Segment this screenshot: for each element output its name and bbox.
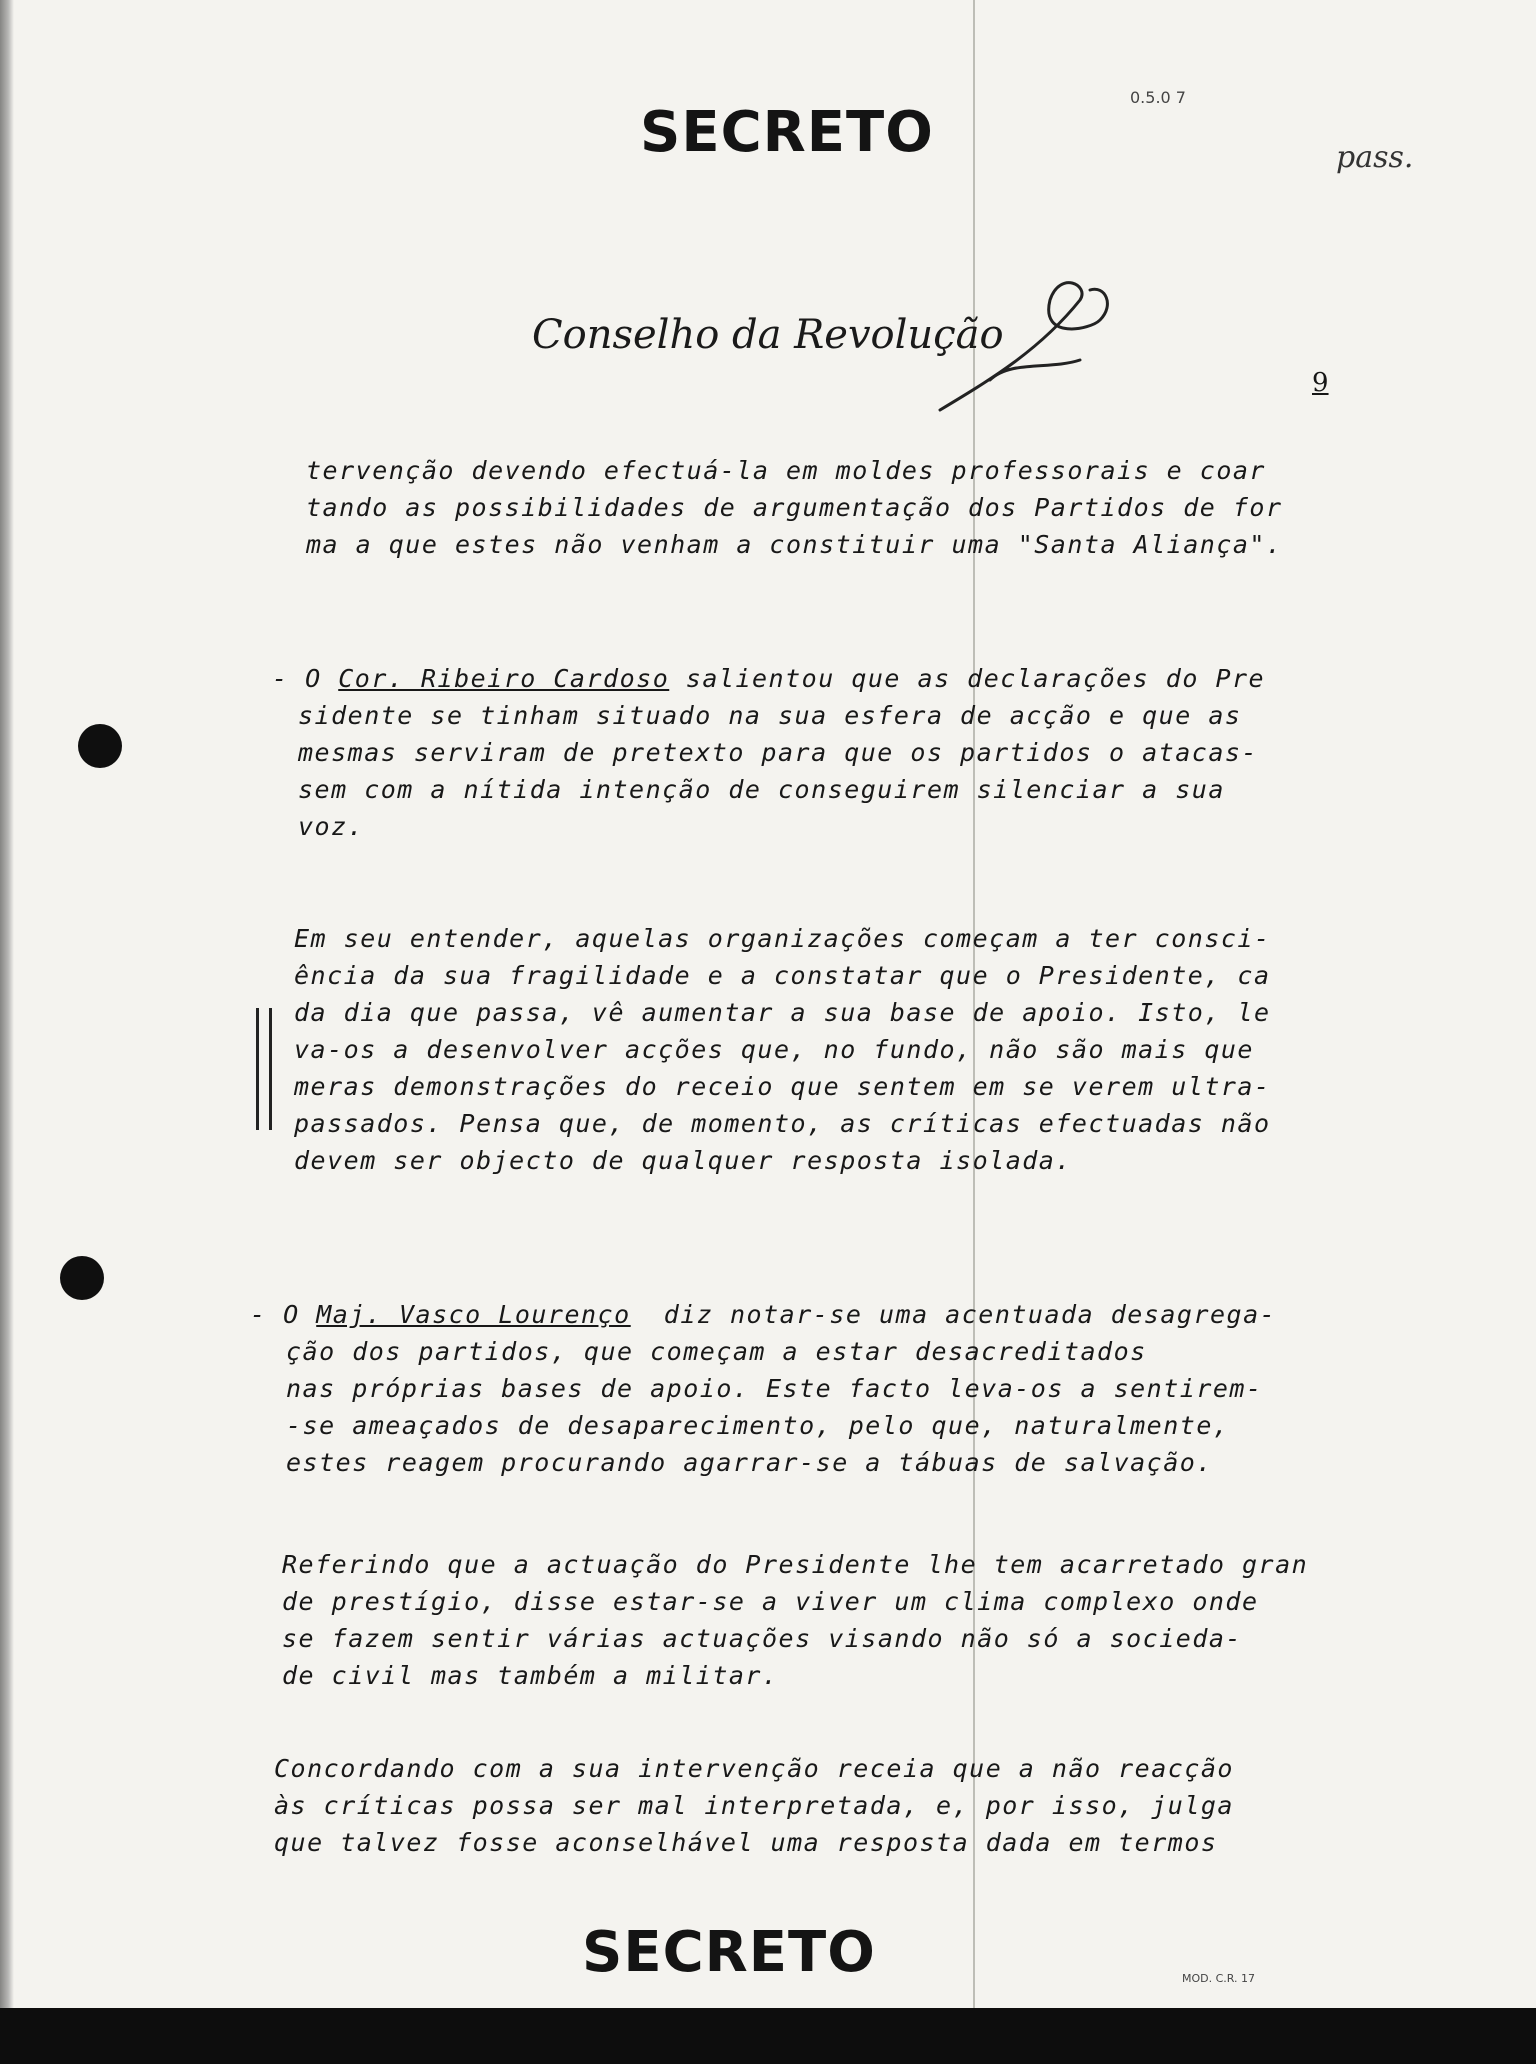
text-line <box>272 660 1312 697</box>
item-dash: - O <box>250 1300 317 1329</box>
text-line: meras demonstrações do receio que sentem em se verem ultra- <box>294 1072 1271 1101</box>
page-number: 9 <box>1312 368 1329 398</box>
text-span: salientou que as declarações do Pre <box>669 664 1266 693</box>
text-line: Em seu entender, aquelas organizações começam a ter consci- <box>294 924 1271 953</box>
text-line: sem com a nítida intenção de conseguirem silenciar a sua <box>298 775 1225 804</box>
text-line: sidente se tinham situado na sua esfera de acção e que as <box>298 701 1242 730</box>
text-line: estes reagem procurando agarrar-se a tábuas de salvação. <box>286 1448 1213 1477</box>
text-line: Concordando com a sua intervenção receia que a não reacção <box>274 1754 1234 1783</box>
text-line: tando as possibilidades de argumentação dos Partidos de for <box>306 493 1283 522</box>
speaker-name: Cor. Ribeiro Cardoso <box>338 664 670 693</box>
letterhead-title: Conselho da Revolução <box>532 312 1004 358</box>
text-line: ência da sua fragilidade e a constatar que o Presidente, ca <box>294 961 1271 990</box>
text-line: voz. <box>298 812 365 841</box>
scan-bottom-edge <box>0 2008 1536 2064</box>
paragraph-vasco-lourenco <box>250 1296 1290 1481</box>
punch-hole-lower <box>60 1256 104 1300</box>
paragraph-continuation <box>306 452 1346 563</box>
text-line: mesmas serviram de pretexto para que os partidos o atacas- <box>298 738 1258 767</box>
text-line: ma a que estes não venham a constituir uma "Santa Aliança". <box>306 530 1283 559</box>
secret-stamp-top: SECRETO <box>640 100 934 165</box>
text-line: de civil mas também a militar. <box>282 1661 779 1690</box>
text-line: de prestígio, disse estar-se a viver um clima complexo onde <box>282 1587 1259 1616</box>
secret-stamp-bottom: SECRETO <box>582 1920 876 1985</box>
paragraph-organizacoes <box>294 920 1334 1179</box>
text-span: diz notar-se uma acentuada desagrega- <box>630 1300 1277 1329</box>
paragraph-concordando <box>274 1750 1314 1861</box>
text-line <box>250 1296 1290 1333</box>
speaker-name: Maj. Vasco Lourenço <box>316 1300 631 1329</box>
margin-bracket <box>256 1008 272 1130</box>
paragraph-referindo <box>282 1546 1322 1694</box>
text-line: -se ameaçados de desaparecimento, pelo que, naturalmente, <box>286 1411 1230 1440</box>
form-code: MOD. C.R. 17 <box>1182 1972 1256 1985</box>
text-line: passados. Pensa que, de momento, as críticas efectuadas não <box>294 1109 1271 1138</box>
punch-hole-upper <box>78 724 122 768</box>
text-line: devem ser objecto de qualquer resposta isolada. <box>294 1146 1072 1175</box>
text-line: se fazem sentir várias actuações visando não só a socieda- <box>282 1624 1242 1653</box>
corner-code: 0.5.0 7 <box>1130 88 1186 107</box>
text-line: ção dos partidos, que começam a estar desacreditados <box>286 1337 1147 1366</box>
text-line: da dia que passa, vê aumentar a sua base de apoio. Isto, le <box>294 998 1271 1027</box>
page-left-edge <box>0 0 14 2064</box>
text-line: tervenção devendo efectuá-la em moldes professorais e coar <box>306 456 1266 485</box>
paragraph-ribeiro-cardoso <box>272 660 1312 845</box>
text-line: nas próprias bases de apoio. Este facto leva-os a sentirem- <box>286 1374 1263 1403</box>
item-dash: - O <box>272 664 339 693</box>
text-line: va-os a desenvolver acções que, no fundo, não são mais que <box>294 1035 1254 1064</box>
text-line: Referindo que a actuação do Presidente lhe tem acarretado gran <box>282 1550 1309 1579</box>
text-line: que talvez fosse aconselhável uma resposta dada em termos <box>274 1828 1218 1857</box>
text-line: às críticas possa ser mal interpretada, e, por isso, julga <box>274 1791 1234 1820</box>
corner-initials: pass. <box>1336 140 1414 175</box>
